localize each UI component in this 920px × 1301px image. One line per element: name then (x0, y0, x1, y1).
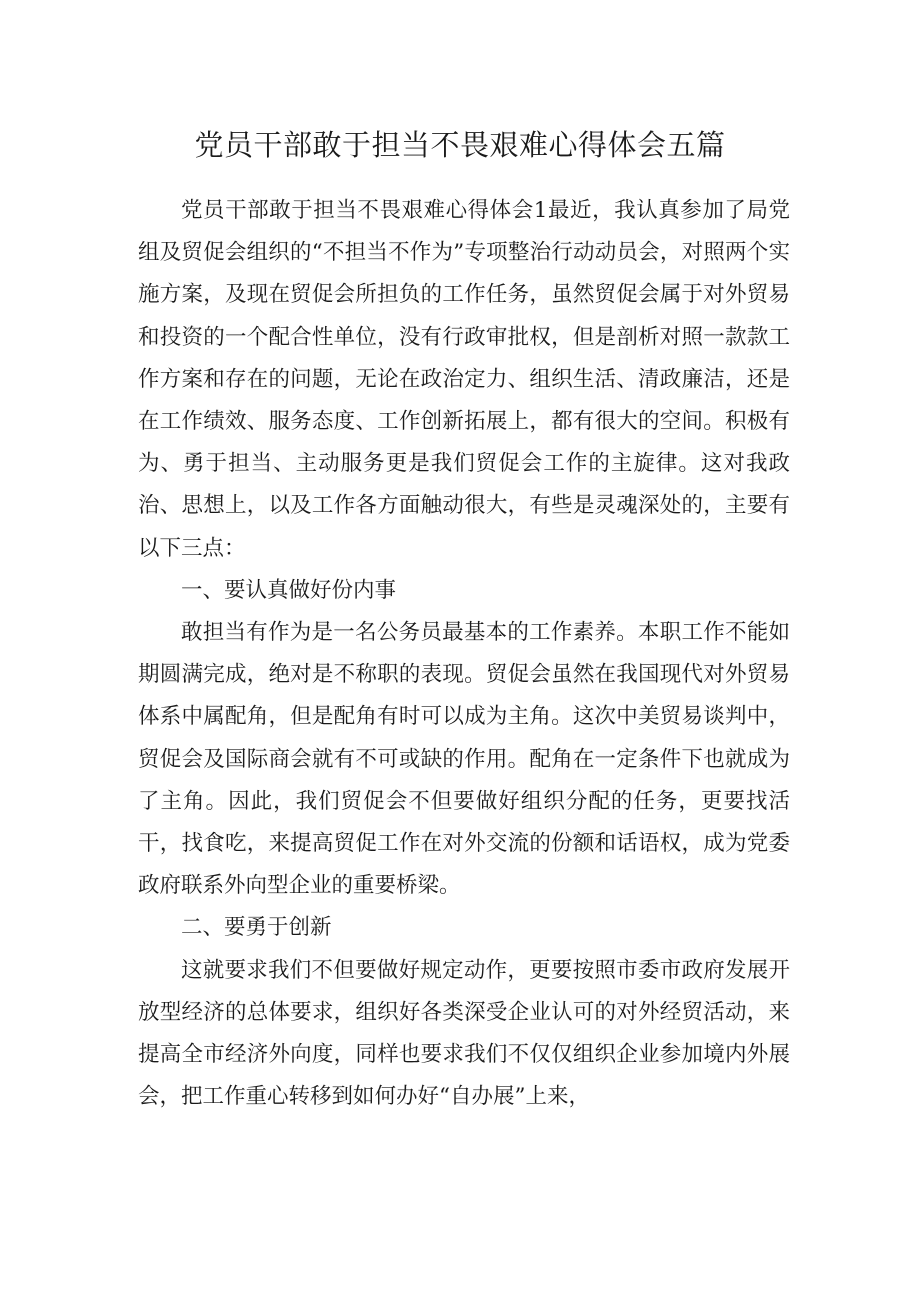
paragraph-section-1: 敢担当有作为是一名公务员最基本的工作素养。本职工作不能如期圆满完成，绝对是不称职的表现。贸促会虽然在我国现代对外贸易体系中属配角，但是配角有时可以成为主角。这次中美贸易谈判中，贸促会及国际商会就有不可或缺的作用。配角在一定条件下也就成为了主角。因此，我们贸促会不但要做好组织分配的任务，更要找活干，找食吃，来提高贸促工作在对外交流的份额和话语权，成为党委政府联系外向型企业的重要桥梁。 (138, 620, 790, 899)
paragraph-section-2: 这就要求我们不但要做好规定动作，更要按照市委市政府发展开放型经济的总体要求，组织好各类深受企业认可的对外经贸活动，来提高全市经济外向度，同样也要求我们不仅仅组织企业参加境内外展会，把工作重心转移到如何办好“自办展”上来， (138, 957, 790, 1110)
document-title: 党员干部敢于担当不畏艰难心得体会五篇 (194, 128, 726, 162)
document-body (138, 190, 790, 1118)
section-heading-2: 二、要勇于创新 (181, 915, 332, 941)
paragraph-intro: 党员干部敢于担当不畏艰难心得体会1最近，我认真参加了局党组及贸促会组织的“不担当不作为”专项整治行动动员会，对照两个实施方案，及现在贸促会所担负的工作任务，虽然贸促会属于对外贸易和投资的一个配合性单位，没有行政审批权，但是剖析对照一款款工作方案和存在的问题，无论在政治定力、组织生活、清政廉洁，还是在工作绩效、服务态度、工作创新拓展上，都有很大的空间。积极有为、勇于担当、主动服务更是我们贸促会工作的主旋律。这对我政治、思想上，以及工作各方面触动很大，有些是灵魂深处的，主要有以下三点： (138, 198, 790, 561)
section-heading-1: 一、要认真做好份内事 (181, 577, 397, 603)
